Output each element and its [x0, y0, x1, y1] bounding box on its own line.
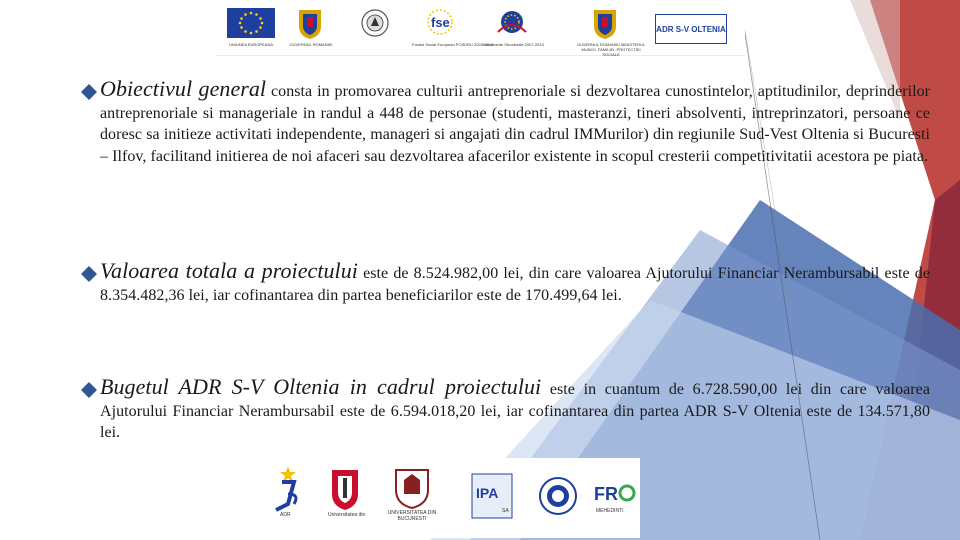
item-valoarea-totala [80, 260, 930, 306]
fse-caption: Fondul Social European POSDRU 2007-2013 [412, 42, 494, 47]
bugetul-heading: Bugetul ADR S-V Oltenia in cadrul proiectului [100, 374, 542, 399]
obiectivul-text: consta in promovarea culturii antreprenoriale si dezvoltarea cunostintelor, aptitudinilor, deprinderilor antreprenoriale si manageriale in randul a 448 de personae (studenti, masteranzi, tineri absolventi, intreprinzatori, persoane ce doresc sa initieze activitati independente, manageri si angajati din cadrul IMMurilor) din regiunile Sud-Vest Oltenia si Bucuresti – Ilfov, facilitand initierea de noi afaceri sau dezvoltarea afacerilor existente in scopul cresterii competitivitatii acestora pe piata. [100, 83, 931, 165]
svg-text:FR: FR [594, 484, 618, 504]
gov-caption: GUVERNUL ROMANIEI [289, 42, 333, 47]
item-obiectivul-general [80, 78, 930, 167]
diamond-bullet-icon [80, 381, 98, 399]
valoarea-text: este de 8.524.982,00 lei, din care valoarea Ajutorului Financiar Nerambursabil este de 8.354.482,36 lei, iar cofinantarea din partea beneficiarilor este de 170.499,64 lei. [100, 265, 930, 304]
bugetul-text: este in cuantum de 6.728.590,00 lei din care valoarea Ajutorului Financiar Nerambursabil este de 6.594.018,20 lei, iar cofinantarea din partea ADR S-V Oltenia este de 134.571,80 lei. [100, 381, 930, 441]
item-bugetul-adr [80, 376, 930, 444]
svg-text:IPA: IPA [476, 485, 499, 501]
paragraph-bugetul [80, 376, 930, 444]
eu-caption: UNIUNEA EUROPEANA [228, 42, 273, 47]
ministry-caption: GUVERNUL ROMANIEI MINISTERUL MUNCII, FAMILIEI, PROTECTIEI SOCIALE [576, 42, 646, 57]
unibuc-caption: UNIVERSITATEA DIN BUCURESTI [387, 510, 437, 522]
diamond-bullet-icon [80, 83, 98, 101]
svg-text:fse: fse [431, 15, 450, 30]
adr-caption: ADR [280, 512, 291, 518]
adr-sv-oltenia-logo: ADR S-V OLTENIA [655, 14, 727, 44]
valoarea-heading: Valoarea totala a proiectului [100, 258, 358, 283]
partner-caption: SA [502, 508, 509, 514]
paragraph-valoarea [80, 260, 930, 306]
diamond-bullet-icon [80, 265, 98, 283]
obiectivul-heading: Obiectivul general [100, 76, 267, 101]
paragraph-obiectivul [80, 78, 930, 167]
university-crest-caption: Universitatea din [328, 512, 366, 518]
fro-caption: MEHEDINTI [596, 508, 624, 514]
is-caption: Instrumente Structurale 2007-2013 [482, 42, 544, 47]
